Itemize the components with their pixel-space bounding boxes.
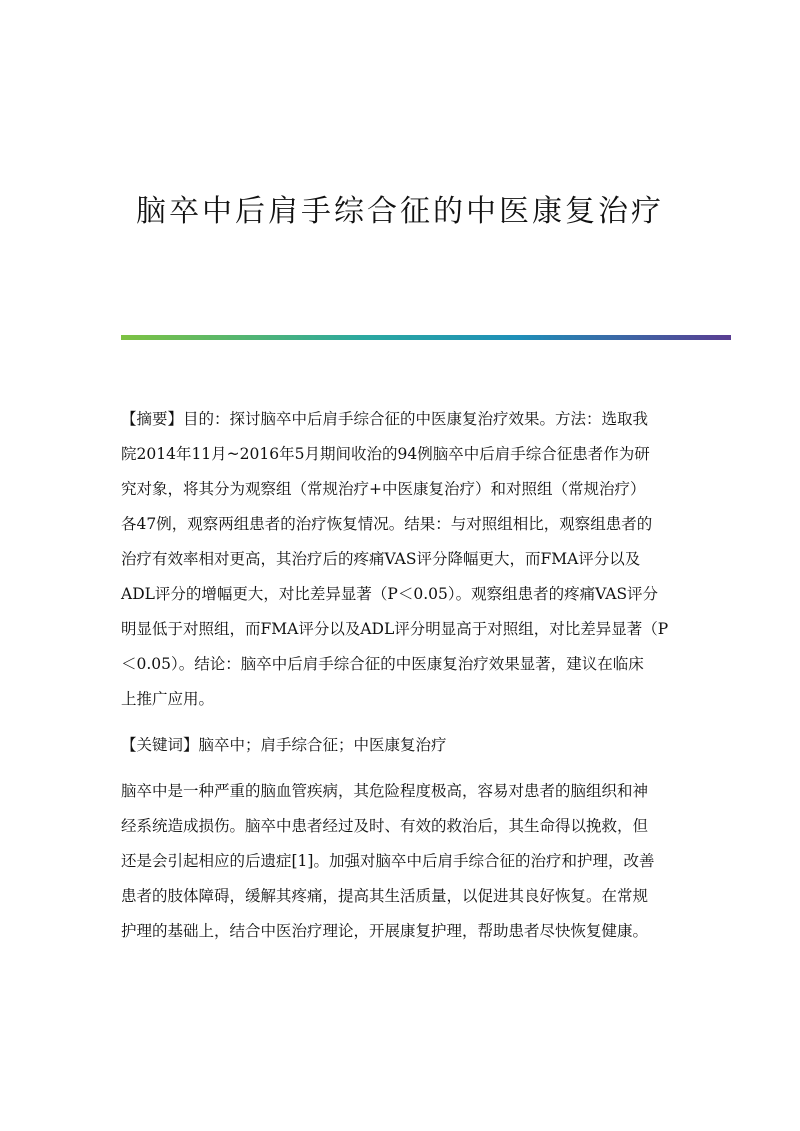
abstract-line: 治疗有效率相对更高，其治疗后的疼痛VAS评分降幅更大，而FMA评分以及 [121,550,641,568]
abstract-section [121,402,683,717]
abstract-line: 究对象，将其分为观察组（常规治疗+中医康复治疗）和对照组（常规治疗） [121,480,646,498]
body-line: 还是会引起相应的后遗症[1]。加强对脑卒中后肩手综合征的治疗和护理，改善 [121,852,655,870]
title-divider [121,335,731,340]
body-section [121,774,683,949]
body-line: 护理的基础上，结合中医治疗理论，开展康复护理，帮助患者尽快恢复健康。 [121,922,649,940]
body-line: 患者的肢体障碍，缓解其疼痛，提高其生活质量，以促进其良好恢复。在常规 [121,887,649,905]
body-line: 经系统造成损伤。脑卒中患者经过及时、有效的救治后，其生命得以挽救，但 [121,817,649,835]
section-gap [121,763,683,774]
abstract-line: ADL评分的增幅更大，对比差异显著（P＜0.05）。观察组患者的疼痛VAS评分 [121,585,659,603]
abstract-line: 各47例，观察两组患者的治疗恢复情况。结果：与对照组相比，观察组患者的 [121,515,653,533]
page-title: 脑卒中后肩手综合征的中医康复治疗 [136,194,664,229]
document-body [121,402,683,949]
abstract-line: 明显低于对照组，而FMA评分以及ADL评分明显高于对照组，对比差异显著（P [121,620,669,638]
abstract-line: ＜0.05）。结论：脑卒中后肩手综合征的中医康复治疗效果显著，建议在临床 [121,655,644,673]
keywords-line: 【关键词】脑卒中；肩手综合征；中医康复治疗 [121,736,447,754]
abstract-line: 上推广应用。 [121,690,215,708]
section-gap [121,717,683,728]
abstract-line: 【摘要】目的：探讨脑卒中后肩手综合征的中医康复治疗效果。方法：选取我 [121,410,649,428]
abstract-line: 院2014年11月~2016年5月期间收治的94例脑卒中后肩手综合征患者作为研 [121,445,650,463]
body-line: 脑卒中是一种严重的脑血管疾病，其危险程度极高，容易对患者的脑组织和神 [121,782,649,800]
